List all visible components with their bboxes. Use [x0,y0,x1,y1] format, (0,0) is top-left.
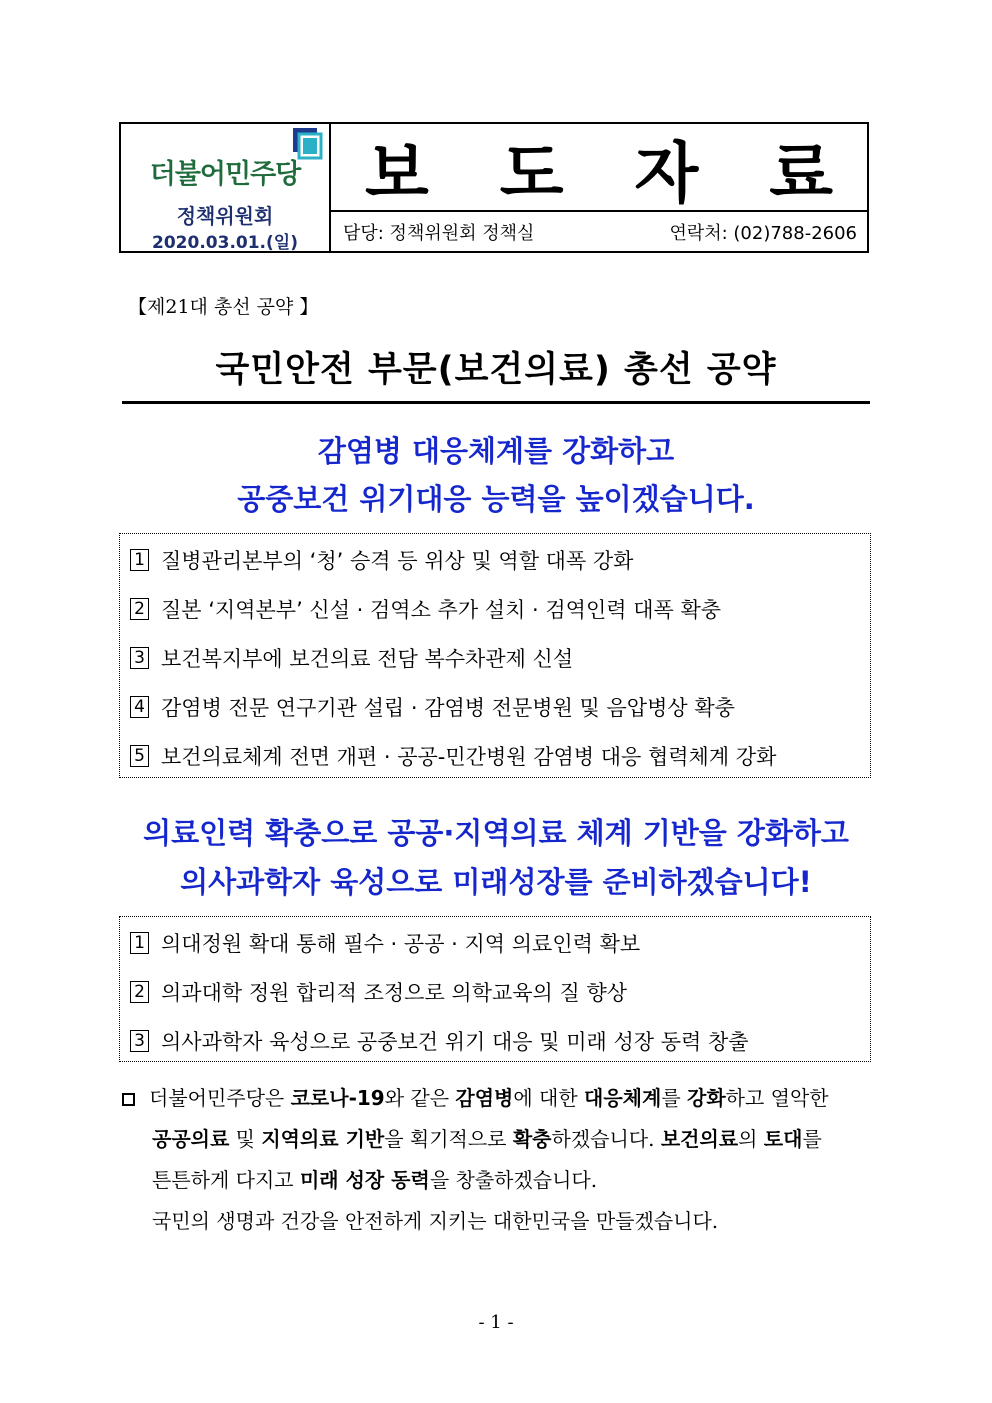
item-text: 의과대학 정원 합리적 조정으로 의학교육의 질 향상 [161,981,628,1005]
contact-phone: 연락처: (02)788-2606 [669,222,857,244]
text-run: 하고 열악한 [725,1086,829,1110]
text-run: 을 창출하겠습니다. [429,1168,598,1192]
section1-list [119,533,871,778]
emphasis: 보건의료 [660,1127,739,1151]
text-run: 와 같은 [384,1086,456,1110]
item-number: 1 [130,549,149,571]
item-text: 질본 ‘지역본부’ 신설 · 검역소 추가 설치 · 검역인력 대폭 확충 [161,598,722,622]
emphasis: 대응체계 [584,1086,662,1110]
section1-headline-2: 공중보건 위기대응 능력을 높이겠습니다. [237,482,755,516]
paragraph-line [122,1119,882,1160]
summary-paragraph [122,1078,882,1242]
item-text: 감염병 전문 연구기관 설립 · 감염병 전문병원 및 음압병상 확충 [161,696,735,720]
title-divider [122,401,870,404]
emphasis: 미래 성장 동력 [299,1168,430,1192]
text-run: 하겠습니다. [551,1127,661,1151]
text-run: 을 획기적으로 [384,1127,513,1151]
section2-headline-2: 의사과학자 육성으로 미래성장를 준비하겠습니다! [180,865,812,899]
list-item [130,545,633,575]
emphasis: 코로나-19 [290,1086,385,1110]
item-text: 보건복지부에 보건의료 전담 복수차관제 신설 [161,647,574,671]
item-text: 보건의료체계 전면 개편 · 공공-민간병원 감염병 대응 협력체계 강화 [161,745,777,769]
text-run: 더불어민주당은 [149,1086,291,1110]
party-name: 더불어민주당 [149,159,301,190]
emphasis: 확충 [512,1127,552,1151]
section2-headline-1: 의료인력 확충으로 공공·지역의료 체계 기반을 강화하고 [143,816,849,850]
list-item [130,643,573,673]
election-tag: 【제21대 총선 공약 】 [128,296,319,318]
text-run: 국민의 생명과 건강을 안전하게 지키는 대한민국을 만들겠습니다. [152,1209,719,1233]
list-item [130,1026,749,1056]
party-logo-block [121,124,331,251]
press-title-block [331,124,867,251]
paragraph-line [122,1078,882,1119]
item-text: 질병관리본부의 ‘청’ 승격 등 위상 및 역할 대폭 강화 [161,549,634,573]
list-item [130,594,721,624]
paragraph-line [122,1160,882,1201]
text-run: 및 [229,1127,262,1151]
text-run: 에 대한 [513,1086,585,1110]
checkbox-bullet-icon [122,1093,135,1106]
emphasis: 지역의료 기반 [261,1127,385,1151]
list-item [130,977,627,1007]
department-name: 정책위원회 [176,204,274,228]
item-number: 4 [130,696,149,718]
item-number: 5 [130,745,149,767]
section1-headline-1: 감염병 대응체계를 강화하고 [317,434,675,468]
press-header [119,122,869,253]
page-title: 국민안전 부문(보건의료) 총선 공약 [215,350,777,390]
emphasis: 토대 [763,1127,803,1151]
item-number: 2 [130,981,149,1003]
text-run: 를 [661,1086,688,1110]
contact-row [331,212,867,251]
emphasis: 강화 [687,1086,726,1110]
release-date: 2020.03.01.(일) [152,233,298,253]
paragraph-line [122,1201,882,1242]
page-number: - 1 - [478,1312,514,1333]
text-run: 의 [738,1127,764,1151]
item-number: 3 [130,1030,149,1052]
item-number: 2 [130,598,149,620]
item-number: 3 [130,647,149,669]
section2-list [119,916,871,1062]
list-item [130,928,640,958]
contact-person: 담당: 정책위원회 정책실 [343,222,535,244]
list-item [130,741,776,771]
list-item [130,692,735,722]
item-number: 1 [130,932,149,954]
text-run: 를 [802,1127,822,1151]
item-text: 의대정원 확대 통해 필수 · 공공 · 지역 의료인력 확보 [161,932,641,956]
press-title: 보 도 자 료 [331,124,867,212]
item-text: 의사과학자 육성으로 공중보건 위기 대응 및 미래 성장 동력 창출 [161,1030,749,1054]
emphasis: 공공의료 [152,1127,230,1151]
emphasis: 감염병 [455,1086,514,1110]
text-run: 튼튼하게 다지고 [152,1168,300,1192]
